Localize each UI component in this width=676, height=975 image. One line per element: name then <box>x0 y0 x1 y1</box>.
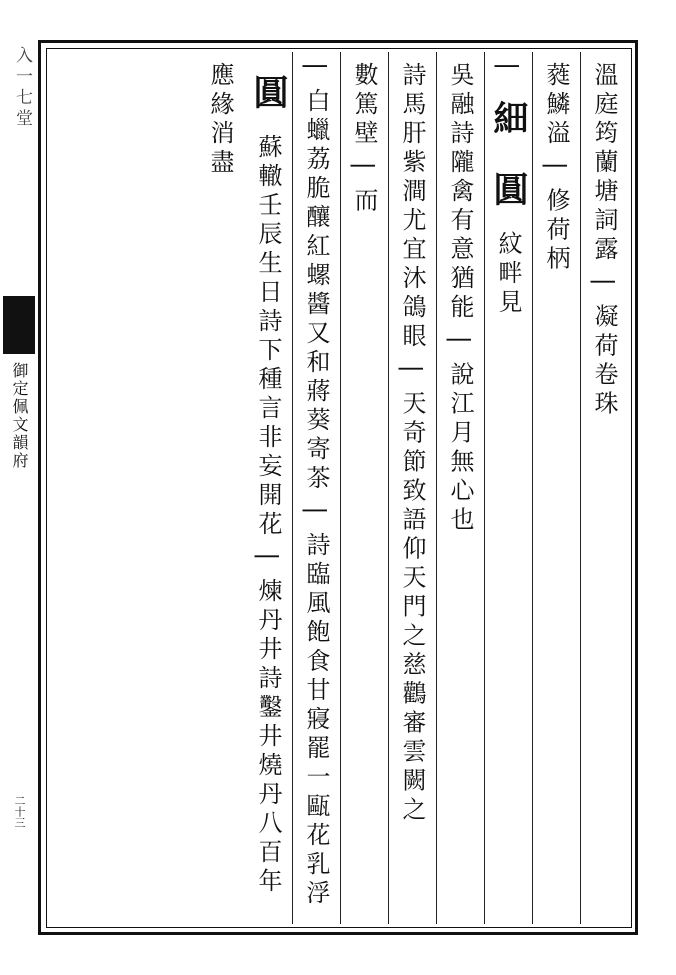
entry-heading: 圓 <box>248 74 289 109</box>
book-title: 御定佩文韻府 <box>10 362 29 470</box>
text-column-6: 數篤壁 | 而 <box>340 52 388 924</box>
text-columns <box>50 52 628 924</box>
entry-heading: 細 <box>488 99 529 135</box>
entry-heading: 圓 <box>488 171 529 207</box>
text-column-4: 吳融詩隴禽有意猶能 | 說江月無心也 <box>436 52 484 924</box>
fish-tail-block <box>3 296 35 354</box>
text-column-1: 溫庭筠蘭塘詞露 | 凝荷卷珠 <box>580 52 628 924</box>
text-column-5: 詩馬肝紫澗尤宜沐鴿眼 | 天奇節致語仰天門之慈鸛審雲闕之 <box>388 52 436 924</box>
page-margin-strip <box>0 40 38 935</box>
text-column-2: 蕤鱗溢 | 修荷柄 <box>532 52 580 924</box>
text-column-7: | 白蠟荔脆釀紅螺醬又和蔣葵寄茶 | 詩臨風飽食甘寢罷一甌花乳浮 <box>292 52 340 924</box>
margin-header-text: 入一七堂 <box>12 46 32 130</box>
text-column-8: 圓 蘇轍壬辰生日詩下種言非妄開花 | 煉丹井詩鑿井燒丹八百年應緣消盡 <box>244 52 292 924</box>
page-number: 二十三 <box>13 795 26 828</box>
text-column-3: | 細 圓 紋畔見 <box>484 52 532 924</box>
